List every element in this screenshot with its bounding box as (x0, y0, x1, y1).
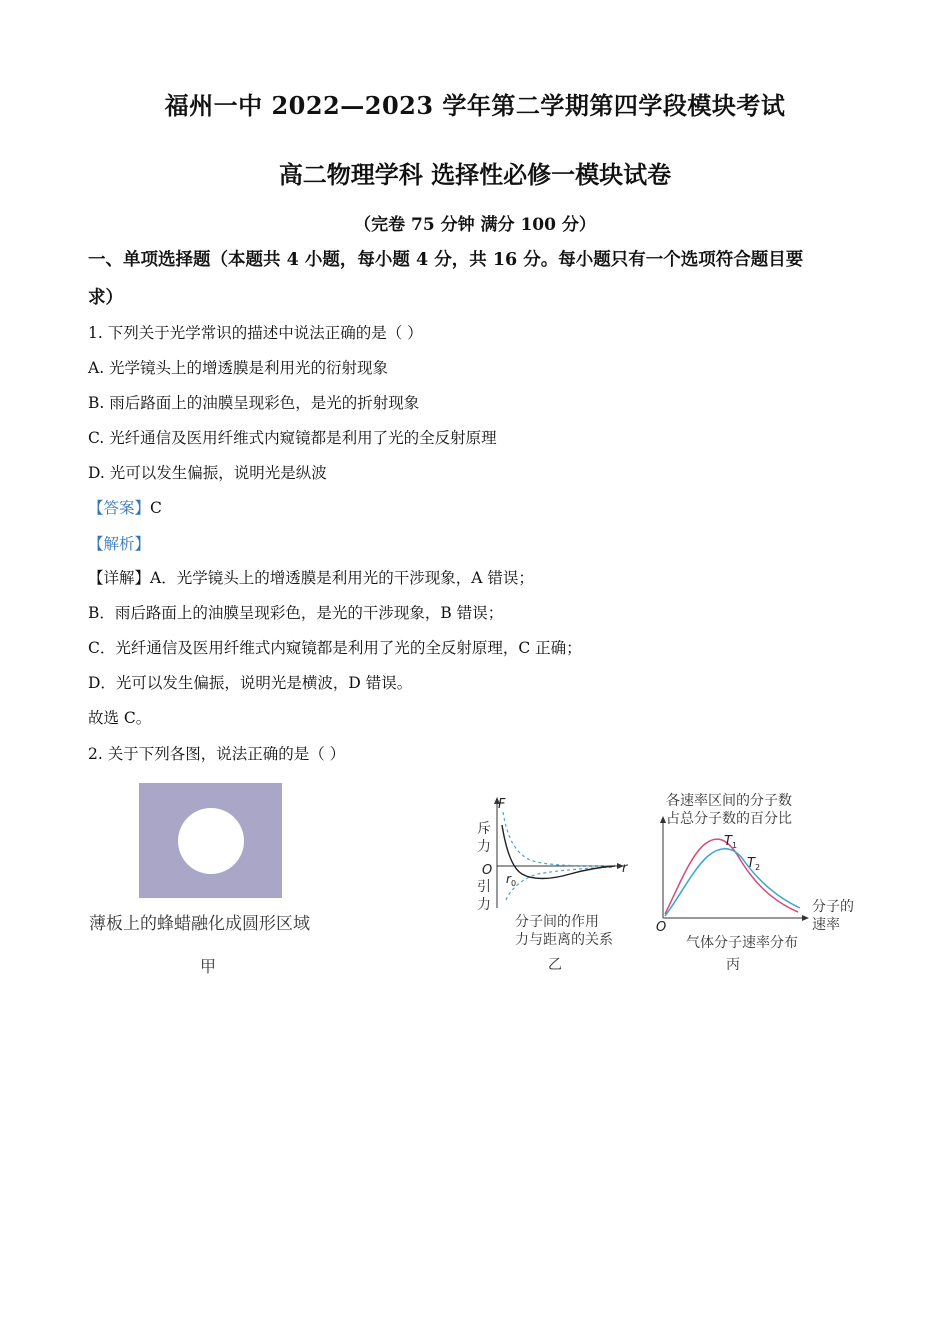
q1-detail-b: B．雨后路面上的油膜呈现彩色，是光的干涉现象，B 错误； (88, 604, 504, 622)
q1-conclusion: 故选 C。 (88, 709, 152, 727)
fig-yi-caption-line2: 力与距离的关系 (515, 932, 613, 948)
repulsion-char2: 力 (477, 839, 491, 855)
exam-subtitle: 高二物理学科 选择性必修一模块试卷 (278, 160, 672, 189)
answer-label: 【答案】 (88, 499, 151, 517)
r0-label: $r_0$ (506, 872, 517, 888)
exam-meta: （完卷 75 分钟 满分 100 分） (354, 215, 596, 235)
origin-label: O (482, 863, 493, 878)
attractive-force-curve (506, 867, 615, 900)
figure-bing (650, 788, 865, 953)
x-axis-arrow (802, 915, 809, 921)
x-axis-label-line1: 分子的 (812, 899, 854, 915)
q1-option-d: D. 光可以发生偏振，说明光是纵波 (88, 464, 327, 482)
x-axis-label: r (622, 861, 628, 876)
force-distance-graph (470, 790, 640, 950)
fig-jia-label: 甲 (200, 957, 217, 976)
q1-option-a: A. 光学镜头上的增透膜是利用光的衍射现象 (88, 359, 389, 377)
detail-a-text: A．光学镜头上的增透膜是利用光的干涉现象，A 错误； (150, 569, 534, 587)
q2-stem: 2. 关于下列各图，说法正确的是（ ） (88, 745, 346, 763)
q1-detail-d: D．光可以发生偏振，说明光是横波，D 错误。 (88, 674, 413, 692)
fig-yi-label: 乙 (548, 957, 562, 973)
t2-label: $T_2$ (747, 856, 761, 872)
speed-distribution-graph (650, 788, 865, 953)
q1-detail-a (88, 566, 534, 588)
y-axis-label-line2: 占总分子数的百分比 (666, 811, 792, 827)
y-axis-label: F (498, 797, 506, 812)
q1-answer (88, 496, 162, 518)
melted-wax-circle (178, 808, 244, 874)
attraction-char2: 力 (477, 897, 491, 913)
t1-label: $T_1$ (724, 834, 738, 850)
fig-yi-caption-line1: 分子间的作用 (515, 914, 599, 930)
repulsion-char1: 斥 (477, 821, 491, 837)
answer-value: C (150, 499, 162, 517)
y-axis-label-line1: 各速率区间的分子数 (666, 793, 792, 809)
analysis-label: 【解析】 (88, 535, 151, 553)
q1-option-c: C. 光纤通信及医用纤维式内窥镜都是利用了光的全反射原理 (88, 429, 497, 447)
q1-stem: 1. 下列关于光学常识的描述中说法正确的是（ ） (88, 324, 423, 342)
x-axis-label-line2: 速率 (812, 917, 840, 933)
q1-option-b: B. 雨后路面上的油膜呈现彩色，是光的折射现象 (88, 394, 420, 412)
detail-label: 【详解】 (88, 569, 151, 587)
q1-detail-c: C．光纤通信及医用纤维式内窥镜都是利用了光的全反射原理，C 正确； (88, 639, 582, 657)
attraction-char1: 引 (477, 879, 491, 895)
figure-yi (470, 790, 640, 950)
fig-bing-caption: 气体分子速率分布 (686, 935, 798, 951)
figure-jia (139, 783, 282, 898)
repulsive-force-curve (503, 812, 615, 866)
section-heading-line1: 一、单项选择题（本题共 4 小题，每小题 4 分，共 16 分。每小题只有一个选项符合题目要 (88, 250, 804, 270)
origin-label: O (656, 920, 667, 935)
wax-plate-illustration (139, 783, 282, 898)
t2-curve (665, 849, 800, 916)
fig-bing-label: 丙 (726, 957, 740, 973)
section-heading-line2: 求） (88, 288, 123, 308)
exam-title: 福州一中 2022—2023 学年第二学期第四学段模块考试 (164, 91, 786, 120)
fig-jia-caption: 薄板上的蜂蜡融化成圆形区域 (89, 914, 310, 934)
